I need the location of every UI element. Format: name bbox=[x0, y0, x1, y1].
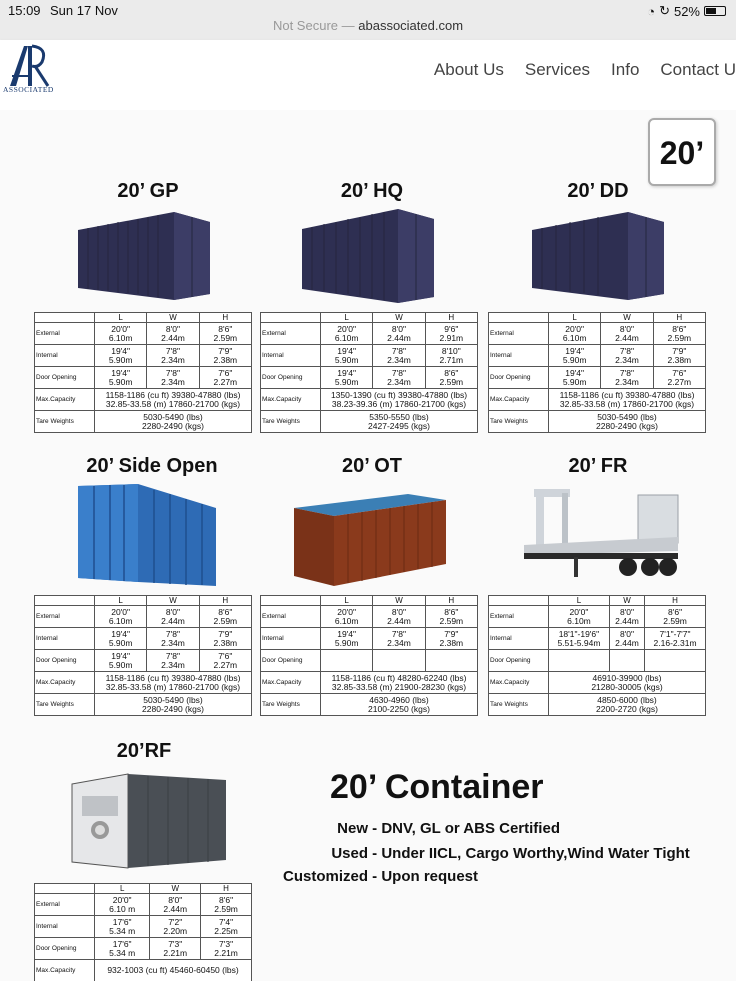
cell-h: 7'1"-7'7" 2.16-2.31m bbox=[645, 628, 706, 650]
header-l: L bbox=[321, 313, 373, 323]
cell-h bbox=[425, 650, 477, 672]
header-l: L bbox=[95, 596, 147, 606]
cell-w: 8'0" 2.44m bbox=[147, 606, 199, 628]
header-w: W bbox=[373, 313, 425, 323]
row-label-capacity: Max.Capacity bbox=[261, 672, 321, 694]
cell-w: 8'0" 2.44m bbox=[147, 323, 199, 345]
nav-info[interactable]: Info bbox=[611, 60, 640, 79]
row-label-capacity: Max.Capacity bbox=[35, 672, 95, 694]
header-blank bbox=[261, 596, 321, 606]
gp-container-image bbox=[74, 208, 214, 303]
status-time: 15:09 bbox=[8, 3, 41, 18]
cell-capacity: 1350-1390 (cu ft) 39380-47880 (lbs) 38.23-39.36 (m) 17860-21700 (kgs) bbox=[321, 389, 478, 411]
summary-value-used: - Under IICL, Cargo Worthy,Wind Water Tight bbox=[372, 845, 690, 862]
cell-w bbox=[609, 650, 644, 672]
header-h: H bbox=[199, 313, 251, 323]
header-w: W bbox=[150, 884, 201, 894]
cell-h: 7'3" 2.21m bbox=[201, 938, 252, 960]
cell-w: 8'0" 2.44m bbox=[609, 606, 644, 628]
header-blank bbox=[35, 884, 95, 894]
status-date: Sun 17 Nov bbox=[50, 3, 118, 18]
hq-container-image bbox=[298, 205, 438, 305]
rotation-lock-icon: ↻ bbox=[659, 3, 670, 18]
header-blank bbox=[35, 313, 95, 323]
cell-capacity: 1158-1186 (cu ft) 39380-47880 (lbs) 32.85-33.58 (m) 17860-21700 (kgs) bbox=[95, 672, 252, 694]
summary-key-new: New bbox=[337, 820, 368, 837]
row-label-external: External bbox=[489, 606, 549, 628]
summary-value-new: - DNV, GL or ABS Certified bbox=[372, 820, 560, 837]
cell-h: 7'9" 2.38m bbox=[653, 345, 705, 367]
row-label-door: Door Opening bbox=[35, 650, 95, 672]
not-secure-label: Not Secure — bbox=[272, 18, 355, 33]
row-label-internal: Internal bbox=[35, 628, 95, 650]
site-logo[interactable] bbox=[2, 42, 60, 98]
nav-about-us[interactable]: About Us bbox=[433, 60, 504, 79]
header-h: H bbox=[201, 884, 252, 894]
cell-w: 8'0" 2.44m bbox=[601, 323, 653, 345]
logo-icon bbox=[2, 42, 60, 88]
cell-h: 8'6" 2.59m bbox=[199, 323, 251, 345]
cell-l: 18'1"-19'6" 5.51-5.94m bbox=[549, 628, 610, 650]
cell-l: 19'4" 5.90m bbox=[95, 650, 147, 672]
cell-l: 17'6" 5.34 m bbox=[95, 916, 150, 938]
fr-container-image bbox=[518, 485, 683, 585]
cell-h: 7'4" 2.25m bbox=[201, 916, 252, 938]
row-label-tare: Tare Weights bbox=[35, 694, 95, 716]
row-label-internal: Internal bbox=[489, 628, 549, 650]
cell-h bbox=[645, 650, 706, 672]
nav-services[interactable]: Services bbox=[524, 60, 591, 79]
row-label-internal: Internal bbox=[35, 345, 95, 367]
cell-w: 7'8" 2.34m bbox=[147, 650, 199, 672]
cell-l: 20'0" 6.10 m bbox=[95, 894, 150, 916]
header-h: H bbox=[425, 313, 477, 323]
cell-tare: 5030-5490 (lbs) 2280-2490 (kgs) bbox=[95, 411, 252, 433]
cell-tare: 4630-4960 (lbs) 2100-2250 (kgs) bbox=[321, 694, 478, 716]
summary-value-customized: - Upon request bbox=[372, 868, 479, 885]
cell-h: 8'6" 2.59m bbox=[201, 894, 252, 916]
title-side-open: 20’ Side Open bbox=[86, 455, 218, 477]
summary-row-customized bbox=[278, 868, 478, 885]
row-label-internal: Internal bbox=[261, 628, 321, 650]
cell-h: 7'9" 2.38m bbox=[199, 628, 251, 650]
row-label-door: Door Opening bbox=[489, 367, 549, 389]
ot-container-image bbox=[290, 490, 450, 590]
row-label-external: External bbox=[35, 894, 95, 916]
cell-tare: 5030-5490 (lbs) 2280-2490 (kgs) bbox=[95, 694, 252, 716]
title-rf: 20’RF bbox=[116, 740, 172, 762]
cell-l: 19'4" 5.90m bbox=[321, 345, 373, 367]
row-label-internal: Internal bbox=[489, 345, 549, 367]
row-label-internal: Internal bbox=[35, 916, 95, 938]
cell-h: 7'6" 2.27m bbox=[199, 367, 251, 389]
row-label-external: External bbox=[489, 323, 549, 345]
row-label-external: External bbox=[35, 606, 95, 628]
row-label-capacity: Max.Capacity bbox=[489, 389, 549, 411]
cell-l: 20'0" 6.10m bbox=[321, 323, 373, 345]
row-label-capacity: Max.Capacity bbox=[35, 960, 95, 981]
summary-row-used bbox=[278, 845, 690, 862]
title-fr: 20’ FR bbox=[568, 455, 628, 477]
cell-h: 8'6" 2.59m bbox=[425, 606, 477, 628]
header-blank bbox=[489, 313, 549, 323]
header-blank bbox=[489, 596, 549, 606]
cell-h: 7'6" 2.27m bbox=[653, 367, 705, 389]
cell-l: 20'0" 6.10m bbox=[549, 606, 610, 628]
cell-l: 19'4" 5.90m bbox=[549, 345, 601, 367]
cell-w: 8'0" 2.44m bbox=[609, 628, 644, 650]
battery-percent: 52% bbox=[673, 3, 700, 19]
header-blank bbox=[261, 313, 321, 323]
row-label-external: External bbox=[261, 606, 321, 628]
spec-table bbox=[34, 595, 252, 716]
site-header bbox=[0, 40, 736, 110]
cell-l bbox=[549, 650, 610, 672]
ios-status-bar bbox=[0, 0, 736, 40]
cell-tare: 4850-6000 (lbs) 2200-2720 (kgs) bbox=[549, 694, 706, 716]
title-ot: 20’ OT bbox=[341, 455, 403, 477]
row-label-capacity: Max.Capacity bbox=[489, 672, 549, 694]
summary-key-used: Used bbox=[331, 845, 368, 862]
dd-container-image bbox=[528, 208, 668, 303]
header-w: W bbox=[147, 313, 199, 323]
logo-text: ASSOCIATED bbox=[3, 85, 54, 94]
header-h: H bbox=[425, 596, 477, 606]
row-label-internal: Internal bbox=[261, 345, 321, 367]
cell-l: 20'0" 6.10m bbox=[95, 606, 147, 628]
row-label-tare: Tare Weights bbox=[35, 411, 95, 433]
cell-h: 8'6" 2.59m bbox=[645, 606, 706, 628]
cell-w bbox=[373, 650, 425, 672]
row-label-tare: Tare Weights bbox=[489, 694, 549, 716]
cell-capacity: 932-1003 (cu ft) 45460-60450 (lbs) bbox=[95, 960, 252, 981]
title-gp: 20’ GP bbox=[117, 180, 179, 202]
cell-h: 8'10" 2.71m bbox=[425, 345, 477, 367]
row-label-tare: Tare Weights bbox=[261, 694, 321, 716]
cell-w: 8'0" 2.44m bbox=[150, 894, 201, 916]
cell-capacity: 1158-1186 (cu ft) 39380-47880 (lbs) 32.85-33.58 (m) 17860-21700 (kgs) bbox=[549, 389, 706, 411]
row-label-door: Door Opening bbox=[35, 938, 95, 960]
cell-w: 7'2" 2.20m bbox=[150, 916, 201, 938]
spec-table bbox=[488, 312, 706, 433]
header-h: H bbox=[199, 596, 251, 606]
summary-title: 20’ Container bbox=[330, 768, 544, 806]
cell-w: 7'8" 2.34m bbox=[373, 628, 425, 650]
cell-h: 9'6" 2.91m bbox=[425, 323, 477, 345]
cell-l: 19'4" 5.90m bbox=[95, 345, 147, 367]
size-badge: 20’ bbox=[648, 118, 716, 186]
row-label-capacity: Max.Capacity bbox=[35, 389, 95, 411]
cell-l bbox=[321, 650, 373, 672]
side-open-container-image bbox=[74, 482, 219, 590]
cell-l: 20'0" 6.10m bbox=[321, 606, 373, 628]
header-l: L bbox=[95, 884, 150, 894]
row-label-tare: Tare Weights bbox=[489, 411, 549, 433]
cell-l: 19'4" 5.90m bbox=[95, 367, 147, 389]
spec-table bbox=[260, 595, 478, 716]
header-w: W bbox=[373, 596, 425, 606]
cell-w: 7'8" 2.34m bbox=[373, 367, 425, 389]
cell-w: 7'8" 2.34m bbox=[601, 345, 653, 367]
status-right bbox=[647, 3, 726, 19]
row-label-door: Door Opening bbox=[261, 650, 321, 672]
row-label-tare: Tare Weights bbox=[261, 411, 321, 433]
cell-l: 20'0" 6.10m bbox=[95, 323, 147, 345]
url-domain: abassociated.com bbox=[358, 18, 464, 33]
spec-table bbox=[488, 595, 706, 716]
cell-w: 8'0" 2.44m bbox=[373, 606, 425, 628]
cell-h: 8'6" 2.59m bbox=[425, 367, 477, 389]
header-blank bbox=[35, 596, 95, 606]
cell-l: 19'4" 5.90m bbox=[95, 628, 147, 650]
row-label-external: External bbox=[35, 323, 95, 345]
header-w: W bbox=[609, 596, 644, 606]
cell-capacity: 46910-39900 (lbs) 21280-30005 (kgs) bbox=[549, 672, 706, 694]
cell-l: 19'4" 5.90m bbox=[321, 628, 373, 650]
cell-capacity: 1158-1186 (cu ft) 39380-47880 (lbs) 32.85-33.58 (m) 17860-21700 (kgs) bbox=[95, 389, 252, 411]
cell-l: 20'0" 6.10m bbox=[549, 323, 601, 345]
rf-container-image bbox=[68, 770, 230, 875]
cell-w: 7'8" 2.34m bbox=[147, 628, 199, 650]
header-w: W bbox=[601, 313, 653, 323]
row-label-door: Door Opening bbox=[489, 650, 549, 672]
row-label-external: External bbox=[261, 323, 321, 345]
spec-table bbox=[260, 312, 478, 433]
cell-h: 7'9" 2.38m bbox=[199, 345, 251, 367]
address-bar[interactable] bbox=[0, 18, 736, 33]
header-l: L bbox=[549, 313, 601, 323]
cell-w: 7'8" 2.34m bbox=[601, 367, 653, 389]
header-l: L bbox=[549, 596, 610, 606]
battery-icon bbox=[704, 6, 726, 16]
container-spec-image bbox=[0, 110, 736, 981]
cell-h: 8'6" 2.59m bbox=[199, 606, 251, 628]
cell-h: 7'6" 2.27m bbox=[199, 650, 251, 672]
cell-l: 19'4" 5.90m bbox=[549, 367, 601, 389]
cell-l: 19'4" 5.90m bbox=[321, 367, 373, 389]
cell-tare: 5030-5490 (lbs) 2280-2490 (kgs) bbox=[549, 411, 706, 433]
wifi-icon: ◔ bbox=[647, 3, 656, 19]
row-label-capacity: Max.Capacity bbox=[261, 389, 321, 411]
summary-key-customized: Customized bbox=[282, 868, 368, 885]
header-l: L bbox=[321, 596, 373, 606]
cell-w: 7'3" 2.21m bbox=[150, 938, 201, 960]
header-w: W bbox=[147, 596, 199, 606]
cell-w: 7'8" 2.34m bbox=[147, 367, 199, 389]
header-h: H bbox=[645, 596, 706, 606]
header-h: H bbox=[653, 313, 705, 323]
title-dd: 20’ DD bbox=[567, 180, 629, 202]
summary-row-new bbox=[278, 820, 560, 837]
cell-capacity: 1158-1186 (cu ft) 48280-62240 (lbs) 32.85-33.58 (m) 21900-28230 (kgs) bbox=[321, 672, 478, 694]
cell-h: 8'6" 2.59m bbox=[653, 323, 705, 345]
spec-table bbox=[34, 312, 252, 433]
cell-l: 17'6" 5.34 m bbox=[95, 938, 150, 960]
cell-w: 7'8" 2.34m bbox=[147, 345, 199, 367]
header-l: L bbox=[95, 313, 147, 323]
spec-table bbox=[34, 883, 252, 981]
cell-w: 8'0" 2.44m bbox=[373, 323, 425, 345]
cell-h: 7'9" 2.38m bbox=[425, 628, 477, 650]
nav-contact-us[interactable]: Contact U bbox=[660, 60, 736, 79]
cell-w: 7'8" 2.34m bbox=[373, 345, 425, 367]
row-label-door: Door Opening bbox=[261, 367, 321, 389]
cell-tare: 5350-5550 (lbs) 2427-2495 (kgs) bbox=[321, 411, 478, 433]
title-hq: 20’ HQ bbox=[340, 180, 404, 202]
main-nav bbox=[413, 60, 736, 80]
row-label-door: Door Opening bbox=[35, 367, 95, 389]
